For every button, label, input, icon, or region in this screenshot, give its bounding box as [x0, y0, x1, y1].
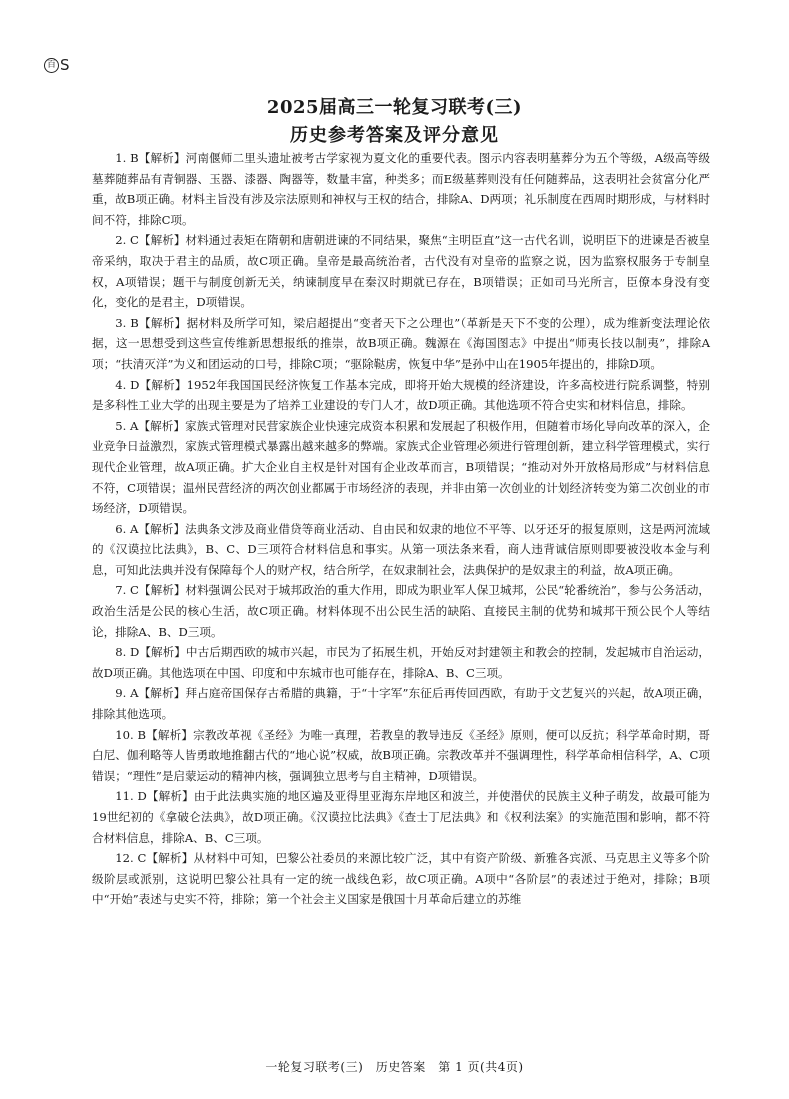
answer-item-5: 5. A【解析】家族式管理对民营家族企业快速完成资本积累和发展起了积极作用，但随着市场化导向改革的深入，企业竞争日益激烈，家族式管理模式暴露出越来越多的弊端。家族式企业管理必须进行管理创新，建立科学管理模式，实行现代企业管理，故A项正确。扩大企业自主权是针对国有企业改革而言，B项错误；“推动对外开放格局形成”与材料信息不符，C项错误；温州民营经济的两次创业都属于市场经济的表现，并非由第一次创业的计划经济转变为第二次创业的市场经济，D项错误。 — [92, 418, 710, 516]
publisher-logo — [44, 56, 70, 74]
answer-item-7: 7. C【解析】材料强调公民对于城邦政治的重大作用，即成为职业军人保卫城邦，公民“轮番统治”，参与公务活动，政治生活是公民的核心生活，故C项正确。材料体现不出公民生活的缺陷、直接民主制的优势和城邦干预公民个人等结论，排除A、B、D三项。 — [92, 583, 710, 639]
answer-item-4: 4. D【解析】1952年我国国民经济恢复工作基本完成，即将开始大规模的经济建设，许多高校进行院系调整，特别是多科性工业大学的出现主要是为了培养工业建设的专门人才，故D项正确。其他选项不符合史实和材料信息，排除。 — [92, 377, 710, 413]
page-subtitle: 历史参考答案及评分意见 — [290, 125, 499, 146]
answer-item-1: 1. B【解析】河南偃师二里头遗址被考古学家视为夏文化的重要代表。图示内容表明墓葬分为五个等级，A级高等级墓葬随葬品有青铜器、玉器、漆器、陶器等，数量丰富，种类多；而E级墓葬则没有任何随葬品，这表明社会贫富分化严重，故B项正确。材料主旨没有涉及宗法原则和神权与王权的结合，排除A、D两项；礼乐制度在西周时期形成，与材料时间不符，排除C项。 — [92, 151, 710, 227]
page-title: 2025届高三一轮复习联考(三) — [266, 97, 523, 118]
answer-item-11: 11. D【解析】由于此法典实施的地区遍及亚得里亚海东岸地区和波兰，并使潜伏的民族主义种子萌发，故最可能为19世纪初的《拿破仑法典》，故D项正确。《汉谟拉比法典》《查士丁尼法典》和《权利法案》的实施范围和影响，都不符合材料信息，排除A、B、C三项。 — [92, 789, 710, 845]
answer-list — [92, 148, 710, 910]
answer-item-12: 12. C【解析】从材料中可知，巴黎公社委员的来源比较广泛，其中有资产阶级、新雅各宾派、马克思主义等多个阶级阶层或派别，这说明巴黎公社具有一定的统一战线色彩，故C项正确。A项中“各阶层”的表述过于绝对，排除；B项中“开始”表述与史实不符，排除；第一个社会主义国家是俄国十月革命后建立的苏维 — [92, 851, 710, 907]
answer-item-9: 9. A【解析】拜占庭帝国保存古希腊的典籍，于“十字军”东征后再传回西欧，有助于文艺复兴的兴起，故A项正确，排除其他选项。 — [92, 686, 710, 722]
answer-item-8: 8. D【解析】中古后期西欧的城市兴起，市民为了拓展生机，开始反对封建领主和教会的控制，发起城市自治运动，故D项正确。其他选项在中国、印度和中东城市也可能存在，排除A、B、C三项。 — [92, 645, 710, 680]
answer-item-10: 10. B【解析】宗教改革视《圣经》为唯一真理，若教皇的教导违反《圣经》原则，便可以反抗；科学革命时期，哥白尼、伽利略等人皆勇敢地推翻古代的“地心说”权威，故B项正确。宗教改革并不强调理性，科学革命相信科学，A、C项错误；“理性”是启蒙运动的精神内核，强调独立思考与自主精神，D项错误。 — [92, 727, 710, 783]
logo-circle-icon: 百 — [44, 58, 59, 73]
logo-text: S — [60, 56, 70, 74]
answer-item-3: 3. B【解析】据材料及所学可知，梁启超提出“变者天下之公理也”（革新是天下不变的公理），成为维新变法理论依据，这一思想受到这些宣传维新思想报纸的推崇，故B项正确。魏源在《海国图志》中提出“师夷长技以制夷”，排除A项；“扶清灭洋”为义和团运动的口号，排除C项；“驱除鞑虏，恢复中华”是孙中山在1905年提出的，排除D项。 — [92, 315, 710, 371]
answer-item-6: 6. A【解析】法典条文涉及商业借贷等商业活动、自由民和奴隶的地位不平等、以牙还牙的报复原则，这是两河流域的《汉谟拉比法典》，B、C、D三项符合材料信息和事实。从第一项法条来看，商人违背诚信原则即要被没收本金与利息，可知此法典并没有保障每个人的财产权，结合所学，在奴隶制社会，法典保护的是奴隶主的利益，故A项正确。 — [92, 521, 710, 577]
page-footer: 一轮复习联考(三) 历史答案 第 1 页(共4页) — [265, 1060, 524, 1074]
answer-item-2: 2. C【解析】材料通过表矩在隋朝和唐朝进谏的不同结果，聚焦“主明臣直”这一古代名训，说明臣下的进谏是否被皇帝采纳，取决于君主的品质，故C项正确。皇帝是最高统治者，古代没有对皇帝的监察之说，因为监察权服务于专制皇权，A项错误；题干与制度创新无关，纳谏制度早在秦汉时期就已存在，B项错误；正如司马光所言，臣僚本身没有变化，变化的是君主，D项错误。 — [92, 233, 710, 310]
